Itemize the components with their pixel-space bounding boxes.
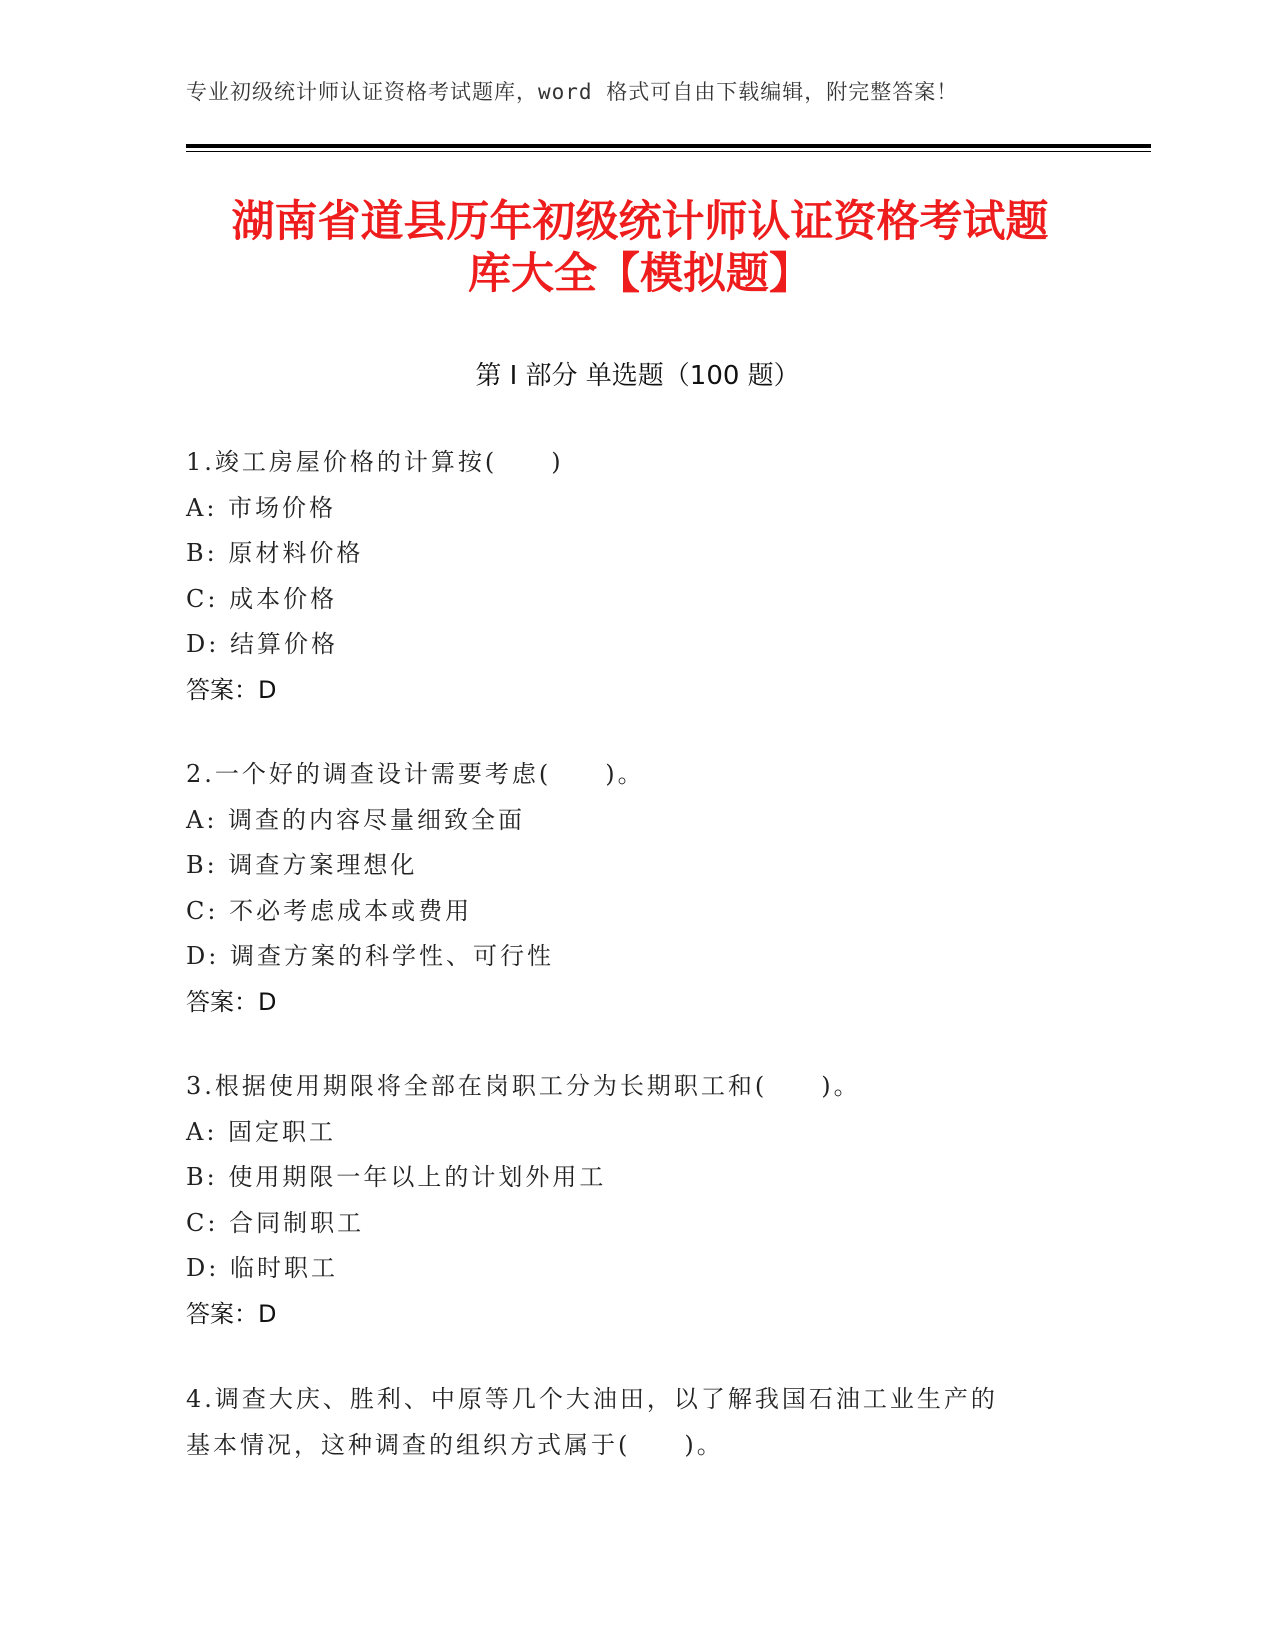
option-d: D: 结算价格	[186, 630, 338, 658]
option-d: D: 临时职工	[186, 1254, 338, 1282]
question-stem: 2.一个好的调查设计需要考虑( )。	[186, 760, 645, 788]
title-line-2: 库大全【模拟题】	[468, 249, 812, 299]
question-1	[186, 440, 1066, 713]
question-3	[186, 1064, 1066, 1337]
option-b: B: 使用期限一年以上的计划外用工	[186, 1163, 607, 1191]
option-c: C: 成本价格	[186, 584, 338, 613]
question-list	[186, 440, 1066, 1507]
option-b: B: 调查方案理想化	[186, 851, 418, 879]
answer: 答案：D	[186, 987, 277, 1016]
question-2	[186, 752, 1066, 1025]
option-d: D: 调查方案的科学性、可行性	[186, 942, 554, 970]
option-a: A: 市场价格	[186, 493, 337, 522]
option-a: A: 固定职工	[186, 1117, 337, 1146]
answer: 答案：D	[186, 675, 277, 704]
option-b: B: 原材料价格	[186, 539, 364, 567]
header-rule-thin	[186, 151, 1151, 152]
document-title	[140, 196, 1140, 300]
option-a: A: 调查的内容尽量细致全面	[186, 805, 526, 834]
question-stem-line-2: 基本情况，这种调查的组织方式属于( )。	[186, 1431, 724, 1459]
header-rule-thick	[186, 144, 1151, 148]
option-c: C: 合同制职工	[186, 1208, 365, 1237]
answer: 答案：D	[186, 1299, 277, 1328]
question-stem-line-1: 4.调查大庆、胜利、中原等几个大油田，以了解我国石油工业生产的	[186, 1385, 998, 1413]
title-line-1: 湖南省道县历年初级统计师认证资格考试题	[231, 197, 1049, 247]
section-title: 第 I 部分 单选题（100 题）	[475, 361, 800, 391]
question-stem: 3.根据使用期限将全部在岗职工分为长期职工和( )。	[186, 1072, 861, 1100]
header-note: 专业初级统计师认证资格考试题库，word 格式可自由下载编辑，附完整答案！	[186, 80, 959, 104]
question-4	[186, 1376, 1066, 1468]
option-c: C: 不必考虑成本或费用	[186, 896, 473, 925]
question-stem: 1.竣工房屋价格的计算按( )	[186, 448, 564, 476]
